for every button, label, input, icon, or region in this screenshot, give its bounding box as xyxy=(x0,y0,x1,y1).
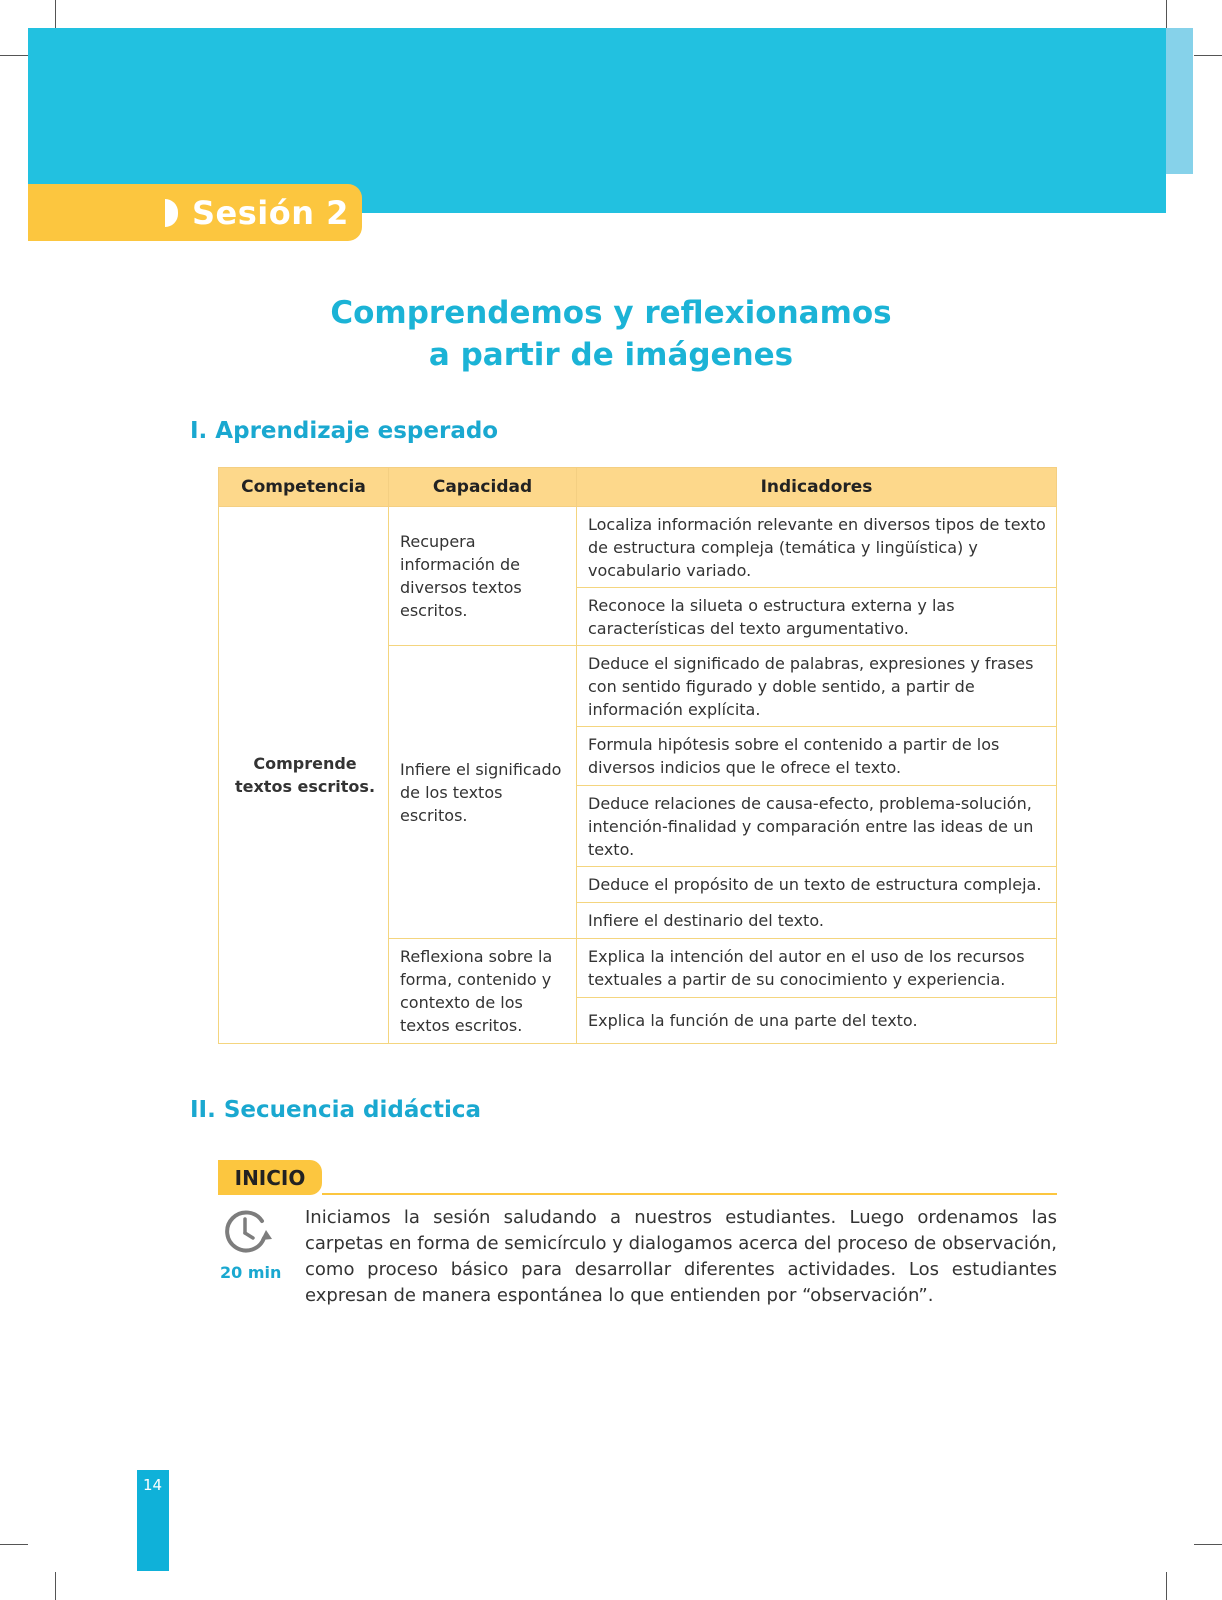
indicador-cell: Formula hipótesis sobre el contenido a partir de los diversos indicios que le ofrece el texto. xyxy=(577,727,1057,786)
table-header-row xyxy=(219,468,1057,507)
crop-mark xyxy=(55,0,56,28)
capacidad-cell: Reflexiona sobre la forma, contenido y contexto de los textos escritos. xyxy=(389,939,577,1044)
header-capacidad: Capacidad xyxy=(389,468,577,507)
crop-mark xyxy=(1166,1572,1167,1600)
indicador-cell: Deduce el significado de palabras, expresiones y frases con sentido figurado y doble sentido, a partir de información explícita. xyxy=(577,646,1057,727)
title-line-1: Comprendemos y reflexionamos xyxy=(330,295,892,331)
crop-mark xyxy=(1166,0,1167,28)
header-side-tab xyxy=(1166,28,1193,174)
inicio-paragraph: Iniciamos la sesión saludando a nuestros estudiantes. Luego ordenamos las carpetas en forma de semicírculo y dialogamos acerca del proceso de observación, como proceso básico para desarrollar diferentes actividades. Los estudiantes expresan de manera espontánea lo que entienden por “observación”. xyxy=(305,1207,1057,1306)
header-competencia: Competencia xyxy=(219,468,389,507)
title-line-2: a partir de imágenes xyxy=(428,337,794,373)
section-heading-secuencia: II. Secuencia didáctica xyxy=(190,1097,482,1123)
table-row xyxy=(219,507,1057,588)
session-tab xyxy=(28,184,362,241)
crop-mark xyxy=(0,55,28,56)
indicador-cell: Reconoce la silueta o estructura externa y las características del texto argumentativo. xyxy=(577,588,1057,646)
indicador-cell: Localiza información relevante en diversos tipos de texto de estructura compleja (temática y lingüística) y vocabulario variado. xyxy=(577,507,1057,588)
capacidad-cell: Recupera información de diversos textos escritos. xyxy=(389,507,577,646)
indicador-cell: Infiere el destinario del texto. xyxy=(577,903,1057,939)
competencia-cell xyxy=(219,507,389,1044)
crop-mark xyxy=(1194,1544,1222,1545)
duration-label: 20 min xyxy=(220,1263,282,1282)
crop-mark xyxy=(0,1544,28,1545)
indicador-cell: Deduce relaciones de causa-efecto, problema-solución, intención-finalidad y comparación entre las ideas de un texto. xyxy=(577,786,1057,867)
clock-icon xyxy=(222,1208,272,1256)
session-label: Sesión 2 xyxy=(192,193,349,232)
inicio-rule xyxy=(322,1193,1057,1195)
learning-table xyxy=(218,467,1057,1044)
half-circle-icon xyxy=(165,199,178,227)
indicador-cell: Deduce el propósito de un texto de estructura compleja. xyxy=(577,867,1057,903)
page-number: 14 xyxy=(143,1476,163,1494)
indicador-cell: Explica la función de una parte del texto. xyxy=(577,998,1057,1044)
crop-mark xyxy=(55,1572,56,1600)
header-indicadores: Indicadores xyxy=(577,468,1057,507)
section-heading-aprendizaje: I. Aprendizaje esperado xyxy=(190,418,499,444)
competencia-text: Comprende textos escritos. xyxy=(234,754,376,796)
page-title xyxy=(0,292,1222,376)
crop-mark xyxy=(1194,55,1222,56)
capacidad-cell: Infiere el significado de los textos escritos. xyxy=(389,646,577,939)
indicador-cell: Explica la intención del autor en el uso de los recursos textuales a partir de su conocimiento y experiencia. xyxy=(577,939,1057,998)
inicio-label: INICIO xyxy=(218,1160,322,1195)
